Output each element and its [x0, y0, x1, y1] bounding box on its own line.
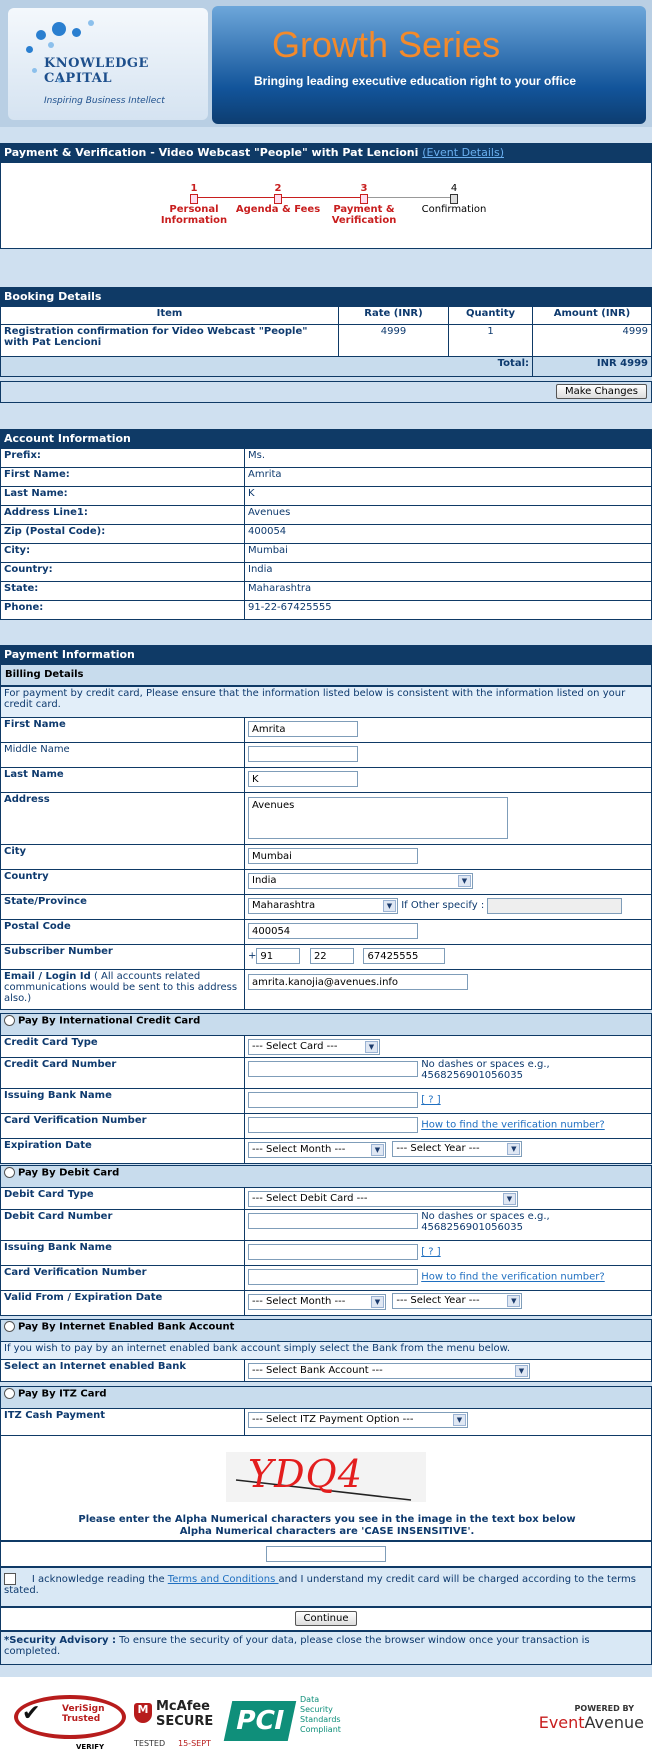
account-table	[0, 448, 652, 620]
account-label: Phone:	[1, 601, 245, 620]
debit-number-input[interactable]	[248, 1213, 418, 1229]
net-banking-radio[interactable]	[4, 1321, 15, 1332]
knowledge-capital-logo	[8, 8, 208, 120]
credit-card-table: Pay By International Credit Card Credit Card Type --- Select Card --- ▼ Credit Card Number No dashes or spaces e.g., 4568256901056035 Issuing Bank Name [ ? ] Card Verification Number How to find the verification number? Expiration Date --- Select Month --- ▼ --- Select Year --- ▼	[0, 1013, 652, 1164]
table-row	[1, 563, 652, 582]
net-banking-table: Pay By Internet Enabled Bank Account If you wish to pay by an internet enabled bank account simply select the Bank from the menu below. Select an Internet enabled Bank --- Select Bank Account --- ▼	[0, 1319, 652, 1382]
cc-month-select[interactable]: --- Select Month --- ▼	[248, 1142, 386, 1158]
brand-name: KNOWLEDGE CAPITAL	[44, 56, 149, 86]
table-row	[1, 506, 652, 525]
last-name-input[interactable]	[248, 771, 358, 787]
dc-cvv-input[interactable]	[248, 1269, 418, 1285]
account-label: Last Name:	[1, 487, 245, 506]
captcha-input[interactable]	[266, 1546, 386, 1562]
event-avenue-logo: POWERED BY EventAvenue	[538, 1704, 644, 1732]
cc-help-link[interactable]: [ ? ]	[421, 1094, 441, 1106]
step-1: 1 Personal Information	[160, 183, 228, 226]
mcafee-badge: M McAfee SECURE TESTED 15-SEPT	[134, 1699, 214, 1748]
account-value: Avenues	[245, 506, 652, 525]
dc-bank-input[interactable]	[248, 1244, 418, 1260]
billing-table: For payment by credit card, Please ensure that the information listed below is consistent with the information listed on your credit card. First Name Amrita Middle Name Last Name K Address Avenues City Mumbai Country India ▼ State/Province Maharashtra ▼ If Other specify : Postal Code 400054 Subscriber Number +91 22 67425555 Email / Login Id ( All accounts related communications would be sent to this address also.) amrita.kanojia@avenues.info	[0, 686, 652, 1010]
dc-help-link[interactable]: [ ? ]	[421, 1246, 441, 1258]
brand-tagline: Inspiring Business Intellect	[44, 96, 165, 106]
terms-link[interactable]: Terms and Conditions	[167, 1574, 279, 1585]
table-row	[1, 544, 652, 563]
country-select[interactable]: India ▼	[248, 873, 473, 889]
email-input[interactable]	[248, 974, 468, 990]
account-value: 400054	[245, 525, 652, 544]
event-details-link[interactable]: (Event Details)	[422, 146, 504, 159]
postal-code-input[interactable]	[248, 923, 418, 939]
step-2: 2 Agenda & Fees	[235, 183, 321, 215]
bank-select[interactable]: --- Select Bank Account --- ▼	[248, 1363, 530, 1379]
cc-year-select[interactable]: --- Select Year --- ▼	[392, 1141, 522, 1157]
captcha-panel	[0, 1435, 652, 1541]
state-select[interactable]: Maharashtra ▼	[248, 898, 398, 914]
account-value: 91-22-67425555	[245, 601, 652, 620]
pci-badge: PCI Data Security Standards Compliant	[228, 1695, 358, 1751]
booking-header: Booking Details	[0, 287, 652, 306]
growth-series-banner	[212, 6, 646, 124]
account-value: India	[245, 563, 652, 582]
make-changes-button[interactable]: Make Changes	[556, 384, 647, 399]
total-amount: INR 4999	[533, 357, 652, 377]
payment-title: Payment & Verification - Video Webcast "People" with Pat Lencioni	[4, 146, 419, 159]
booking-table: Item Rate (INR) Quantity Amount (INR) Registration confirmation for Video Webcast "People" with Pat Lencioni 4999 1 4999 Total: INR 4999	[0, 306, 652, 377]
account-value: Maharashtra	[245, 582, 652, 601]
itz-table: Pay By ITZ Card ITZ Cash Payment --- Select ITZ Payment Option --- ▼	[0, 1386, 652, 1436]
captcha-instruction-2: Alpha Numerical characters are 'CASE INSENSITIVE'.	[179, 1526, 475, 1537]
itz-select[interactable]: --- Select ITZ Payment Option --- ▼	[248, 1412, 468, 1428]
account-header: Account Information	[0, 429, 652, 448]
table-row	[1, 449, 652, 468]
steps-panel	[0, 162, 652, 249]
table-row: Registration confirmation for Video Webcast "People" with Pat Lencioni 4999 1 4999	[1, 325, 652, 357]
billing-details: Billing Details	[0, 664, 652, 686]
phone-country-input[interactable]	[256, 948, 300, 964]
captcha-image	[226, 1452, 426, 1502]
account-label: Zip (Postal Code):	[1, 525, 245, 544]
step-4: 4 Confirmation	[421, 183, 487, 215]
table-row	[1, 601, 652, 620]
series-subtitle: Bringing leading executive education right to your office	[254, 74, 577, 88]
account-value: Ms.	[245, 449, 652, 468]
table-row	[1, 487, 652, 506]
captcha-text: YDQ4	[248, 1452, 363, 1496]
cc-cvv-input[interactable]	[248, 1117, 418, 1133]
account-label: First Name:	[1, 468, 245, 487]
account-value: Mumbai	[245, 544, 652, 563]
first-name-input[interactable]	[248, 721, 358, 737]
table-row	[1, 582, 652, 601]
cc-cvv-help-link[interactable]: How to find the verification number?	[421, 1119, 605, 1131]
account-label: Country:	[1, 563, 245, 582]
account-value: K	[245, 487, 652, 506]
account-label: Address Line1:	[1, 506, 245, 525]
account-value: Amrita	[245, 468, 652, 487]
mcafee-shield-icon: M	[134, 1703, 152, 1723]
continue-button[interactable]: Continue	[295, 1611, 358, 1626]
account-label: City:	[1, 544, 245, 563]
phone-number-input[interactable]	[363, 948, 445, 964]
table-row	[1, 468, 652, 487]
verisign-badge: ✔ VeriSign Trusted VERIFY	[12, 1689, 128, 1751]
step-3: 3 Payment & Verification	[331, 183, 397, 226]
checkmark-icon: ✔	[22, 1701, 41, 1726]
address-textarea[interactable]: Avenues	[248, 797, 508, 839]
card-type-select[interactable]: --- Select Card --- ▼	[248, 1039, 380, 1055]
terms-panel: I acknowledge reading the Terms and Conditions and I understand my credit card will be charged according to the terms stated.	[0, 1567, 652, 1607]
middle-name-input[interactable]	[248, 746, 358, 762]
credit-card-radio[interactable]	[4, 1015, 15, 1026]
security-advisory: *Security Advisory : To ensure the security of your data, please close the browser window once your transaction is completed.	[0, 1631, 652, 1665]
debit-card-radio[interactable]	[4, 1167, 15, 1178]
captcha-instruction-1: Please enter the Alpha Numerical characters you see in the image in the text box below	[78, 1514, 576, 1525]
card-number-input[interactable]	[248, 1061, 418, 1077]
dc-month-select[interactable]: --- Select Month --- ▼	[248, 1294, 386, 1310]
other-state-input[interactable]	[487, 898, 622, 914]
series-title: Growth Series	[272, 24, 501, 65]
city-input[interactable]	[248, 848, 418, 864]
banner	[0, 0, 652, 127]
phone-area-input[interactable]	[310, 948, 354, 964]
footer	[0, 1677, 652, 1764]
dc-year-select[interactable]: --- Select Year --- ▼	[392, 1293, 522, 1309]
debit-card-table: Pay By Debit Card Debit Card Type --- Select Debit Card --- ▼ Debit Card Number No dashes or spaces e.g., 4568256901056035 Issuing Bank Name [ ? ] Card Verification Number How to find the verification number? Valid From / Expiration Date --- Select Month --- ▼ --- Select Year --- ▼	[0, 1165, 652, 1316]
account-label: State:	[1, 582, 245, 601]
account-label: Prefix:	[1, 449, 245, 468]
debit-type-select[interactable]: --- Select Debit Card --- ▼	[248, 1191, 518, 1207]
itz-radio[interactable]	[4, 1388, 15, 1399]
cc-bank-input[interactable]	[248, 1092, 418, 1108]
table-row	[1, 525, 652, 544]
payment-header	[0, 143, 652, 162]
terms-checkbox[interactable]	[4, 1573, 16, 1585]
dc-cvv-help-link[interactable]: How to find the verification number?	[421, 1271, 605, 1283]
payment-info-header: Payment Information	[0, 645, 652, 664]
